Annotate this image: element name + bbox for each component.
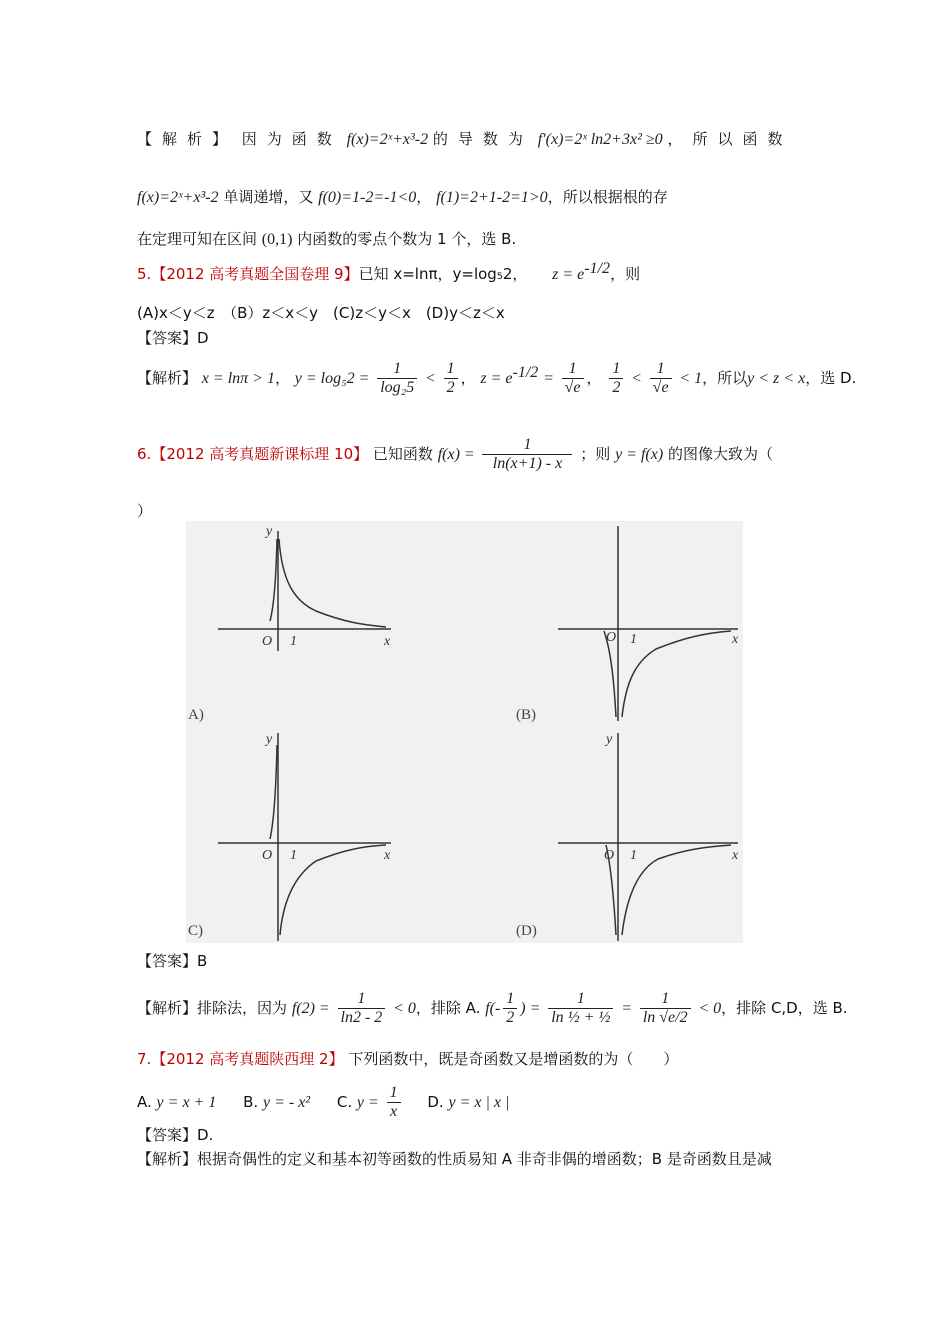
analysis4-line3: 在定理可知在区间 (0,1) 内函数的零点个数为 1 个，选 B. <box>137 230 517 248</box>
graph-d <box>516 732 739 941</box>
analysis4-line2: f(x)=2ˣ+x³-2 单调递增，又 f(0)=1-2=-1<0， f(1)=2+1-2=1>0，所以根据根的存 <box>137 188 668 206</box>
q6-analysis: 【解析】排除法，因为 f(2) = $\frac{1}{\ln 2 - 2}$ < 0，排除 A. f(- $\frac{1}{2}$ ) = $\frac{1}{\text{ln ½ + ½}}$ = $\frac{1}{\ln √e/2}$ < 0，排除 C,D，选 B. <box>137 990 848 1026</box>
svg-text:(B): (B) <box>516 707 536 723</box>
svg-text:(D): (D) <box>516 923 537 939</box>
q5-options: (A)x＜y＜z （B）z＜x＜y (C)z＜y＜x (D)y＜z＜x <box>137 304 505 322</box>
q6-stem: 6.【2012 高考真题新课标理 10】 已知函数 f(x) = $\frac{1}{\ln(x+1) - x}$ ；则 y = f(x) 的图像大致为（ <box>137 436 773 472</box>
svg-text:1: 1 <box>290 848 297 863</box>
q5-answer: 【答案】D <box>137 329 209 347</box>
q6-close-paren: ） <box>137 502 153 520</box>
q6-graphs-svg <box>186 521 743 943</box>
q7-options: A. y = x + 1 B. y = - x² C. y = $\frac{1}{x}$ D. y = x | x | <box>137 1084 510 1120</box>
q7-stem: 7.【2012 高考真题陕西理 2】 下列函数中，既是奇函数又是增函数的为（ ） <box>137 1050 679 1068</box>
svg-text:O: O <box>604 848 615 863</box>
svg-text:x: x <box>732 632 739 647</box>
graph-b <box>516 526 739 723</box>
q7-analysis: 【解析】根据奇偶性的定义和基本初等函数的性质易知 A 非奇非偶的增函数；B 是奇函数且是减 <box>137 1150 772 1168</box>
q7-answer: 【答案】D. <box>137 1126 214 1144</box>
q5-analysis: 【解析】 x = lnπ > 1， y = log₅2 = $\frac{1}{\text{log₂5}}$ < $\frac{1}{2}$ ， $z = e^{-1/2}$ = $\frac{1}{√e}$ ， $\frac{1}{2}$ < $\frac{1}{√e}$ < 1，所以y < z < x，选 D. <box>137 360 857 396</box>
svg-text:x: x <box>384 848 391 863</box>
svg-text:O: O <box>262 634 273 649</box>
svg-text:x: x <box>732 848 739 863</box>
svg-text:O: O <box>262 848 273 863</box>
svg-text:C): C) <box>188 923 203 939</box>
svg-text:x: x <box>384 634 391 649</box>
q6-graph-options-figure <box>186 521 743 943</box>
svg-text:O: O <box>606 630 617 645</box>
svg-text:y: y <box>266 524 273 539</box>
q6-answer: 【答案】B <box>137 952 208 970</box>
graph-c <box>188 732 391 941</box>
svg-text:1: 1 <box>630 632 637 647</box>
analysis4-line1: 【解析】 因为函数 f(x)=2ˣ+x³-2 的导数为 f′(x)=2ˣ ln2+3x² ≥0 ，所以函数 <box>137 130 793 148</box>
svg-text:1: 1 <box>290 634 297 649</box>
svg-text:A): A) <box>188 707 204 723</box>
svg-text:y: y <box>266 732 273 747</box>
q5-stem: 5.【2012 高考真题全国卷理 9】已知 x=lnπ，y=log₅2， $z = e^{-1/2}$，则 <box>137 260 641 283</box>
graph-a <box>188 524 391 723</box>
svg-text:1: 1 <box>630 848 637 863</box>
svg-text:y: y <box>606 732 613 747</box>
